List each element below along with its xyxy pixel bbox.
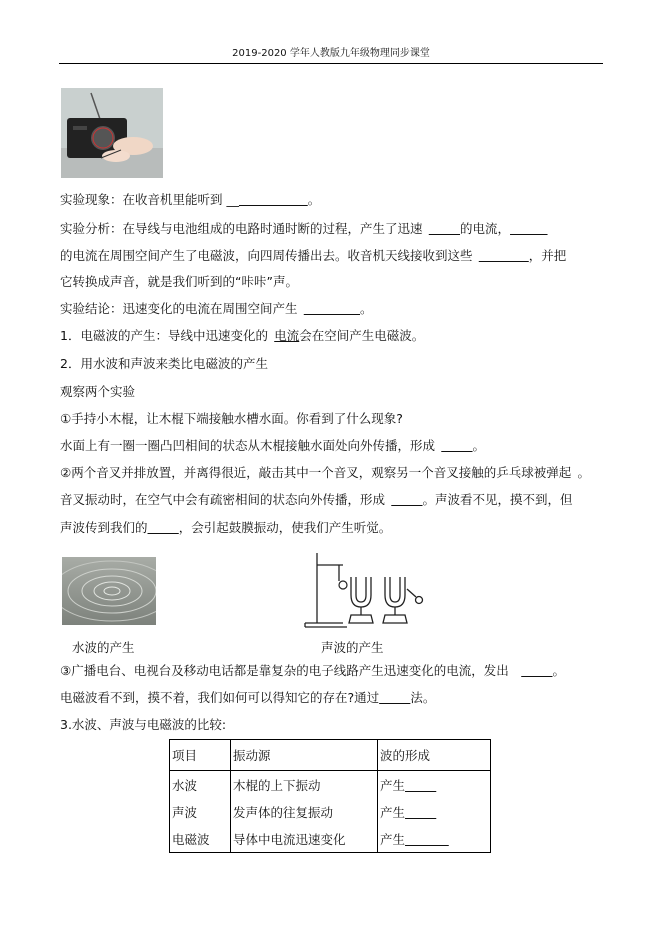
question-1: ①手持小木棍，让木棍下端接触水槽水面。你看到了什么现象? [60, 411, 403, 426]
experiment-analysis-line1: 实验分析：在导线与电池组成的电路时通时断的过程，产生了迅速 的电流， [60, 221, 511, 236]
table-cell: 电磁波 [170, 825, 231, 853]
table-cell: 声波 [170, 798, 231, 825]
table-cell: 产生 [380, 804, 406, 820]
experiment-analysis-line2: 的电流在周围空间产生了电磁波，向四周传播出去。收音机天线接收到这些 ，并把 [60, 248, 567, 263]
question-2-line3: 声波传到我们的 ，会引起鼓膜振动，使我们产生听觉。 [60, 520, 392, 535]
experiment-phenomenon: 实验现象：在收音机里能听到 __ 。 [60, 192, 321, 207]
caption-water-wave: 水波的产生 [72, 640, 135, 655]
table-row [170, 798, 491, 825]
experiment-conclusion: 实验结论：迅速变化的电流在周围空间产生 。 [60, 301, 373, 316]
radio-experiment-photo [61, 88, 163, 178]
caption-sound-wave: 声波的产生 [321, 640, 384, 655]
table-header-row [170, 740, 491, 771]
table-row [170, 825, 491, 853]
question-2-line2: 音叉振动时，在空气中会有疏密相间的状态向外传播，形成 。声波看不见，摸不到，但 [60, 492, 573, 507]
experiment-analysis-line3: 它转换成声音，就是我们听到的“咔咔”声。 [60, 274, 298, 289]
page-header: 2019-2020 学年人教版九年级物理同步课堂 [59, 44, 603, 64]
question-2-line1: ②两个音叉并排放置，并离得很近，敲击其中一个音叉，观察另一个音叉接触的乒乓球被弹起 。 [60, 465, 590, 480]
table-cell: 产生 [380, 831, 406, 847]
point-1: 1．电磁波的产生：导线中迅速变化的 电流会在空间产生电磁波。 [60, 328, 425, 343]
wave-comparison-table [169, 739, 491, 853]
table-header-cell: 波的形成 [378, 740, 491, 771]
table-header-cell: 项目 [170, 740, 231, 771]
water-wave-photo [62, 557, 156, 625]
table-cell: 木棍的上下振动 [231, 771, 378, 799]
question-3-line1: ③广播电台、电视台及移动电话都是靠复杂的电子线路产生迅速变化的电流，发出 。 [60, 663, 565, 678]
tuning-fork-diagram [303, 551, 433, 631]
point-3: 3.水波、声波与电磁波的比较: [60, 717, 227, 732]
table-cell: 产生 [380, 777, 406, 793]
point-2: 2．用水波和声波来类比电磁波的产生 [60, 356, 268, 371]
table-header-cell: 振动源 [231, 740, 378, 771]
table-cell: 发声体的往复振动 [231, 798, 378, 825]
table-cell: 导体中电流迅速变化 [231, 825, 378, 853]
table-row [170, 771, 491, 799]
observe-label: 观察两个实验 [60, 384, 136, 399]
table-cell: 水波 [170, 771, 231, 799]
question-3-line2: 电磁波看不到，摸不着，我们如何可以得知它的存在?通过 法。 [60, 690, 436, 705]
question-1-answer: 水面上有一圈一圈凸凹相间的状态从木棍接触水面处向外传播，形成 。 [60, 438, 486, 453]
